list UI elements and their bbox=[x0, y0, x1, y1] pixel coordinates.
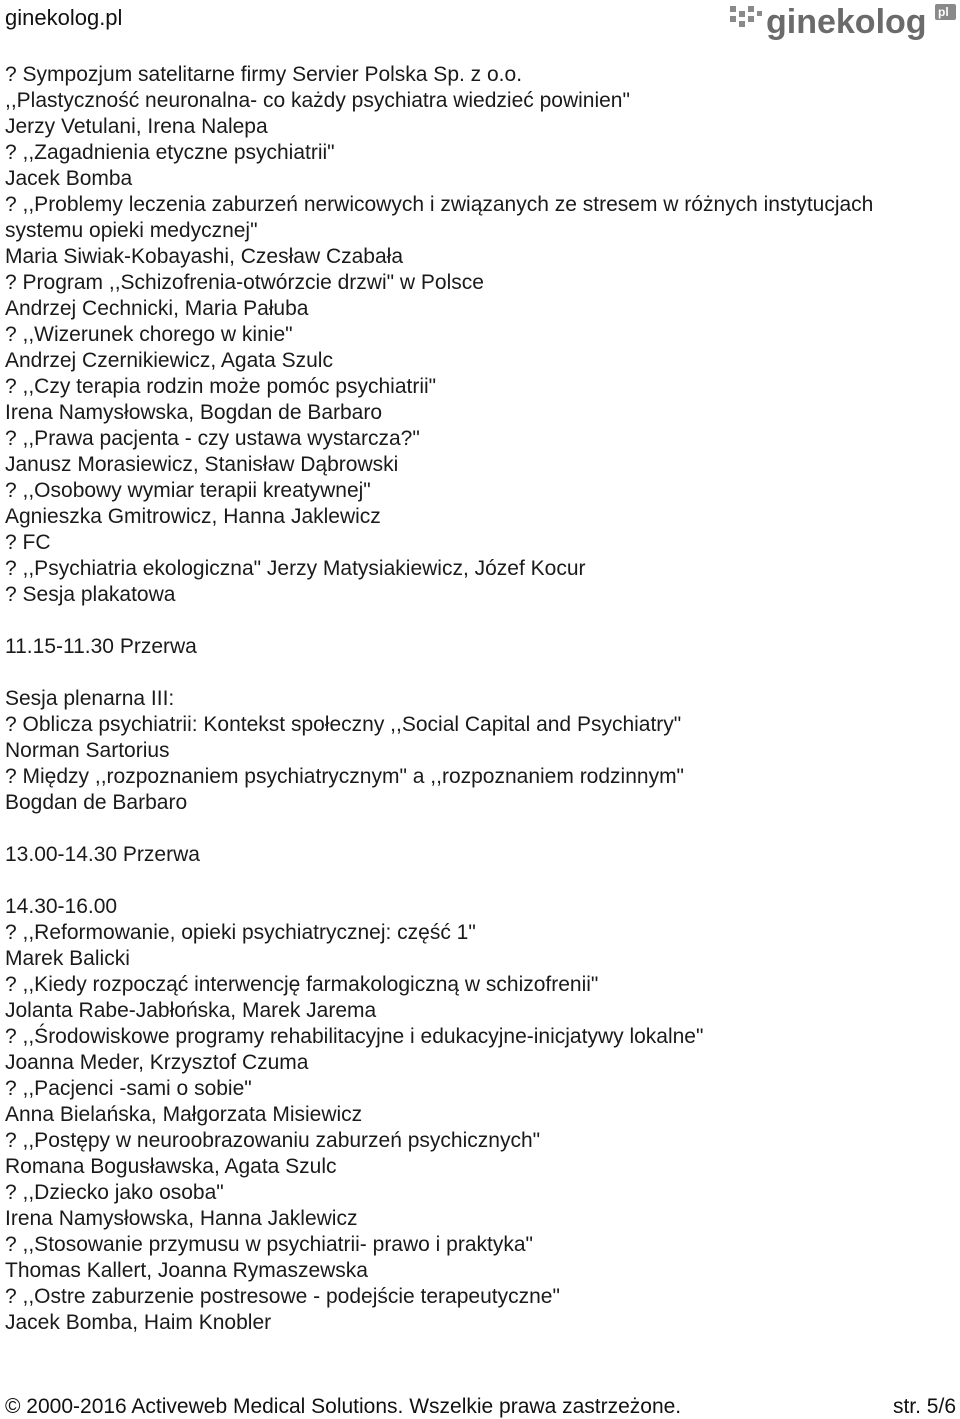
program-line: ? Sesja plakatowa bbox=[5, 583, 176, 606]
program-line: Romana Bogusławska, Agata Szulc bbox=[5, 1155, 337, 1178]
ginekolog-logo bbox=[728, 0, 958, 44]
program-line: Maria Siwiak-Kobayashi, Czesław Czabała bbox=[5, 245, 403, 268]
site-name: ginekolog.pl bbox=[5, 5, 123, 30]
blank-line bbox=[5, 868, 945, 894]
program-line: Irena Namysłowska, Bogdan de Barbaro bbox=[5, 401, 383, 424]
program-line: Thomas Kallert, Joanna Rymaszewska bbox=[5, 1259, 368, 1282]
logo-wordmark: ginekolog bbox=[766, 3, 927, 41]
program-line: Anna Bielańska, Małgorzata Misiewicz bbox=[5, 1103, 363, 1126]
program-line: Jacek Bomba bbox=[5, 167, 133, 190]
program-line: ? Program ,,Schizofrenia-otwórzcie drzwi" w Polsce bbox=[5, 271, 484, 294]
program-line: ? ,,Czy terapia rodzin może pomóc psychiatrii" bbox=[5, 375, 437, 398]
program-line: Jolanta Rabe-Jabłońska, Marek Jarema bbox=[5, 999, 377, 1022]
program-line: Joanna Meder, Krzysztof Czuma bbox=[5, 1051, 309, 1074]
logo-badge: pl bbox=[938, 5, 949, 19]
program-line: ? FC bbox=[5, 531, 51, 554]
blank-line bbox=[5, 660, 945, 686]
program-line: 11.15-11.30 Przerwa bbox=[5, 635, 197, 658]
program-line: Jerzy Vetulani, Irena Nalepa bbox=[5, 115, 268, 138]
program-line: ? ,,Środowiskowe programy rehabilitacyjne i edukacyjne-inicjatywy lokalne" bbox=[5, 1025, 704, 1048]
program-line: ? ,,Postępy w neuroobrazowaniu zaburzeń psychicznych" bbox=[5, 1129, 541, 1152]
program-line: ? ,,Ostre zaburzenie postresowe - podejście terapeutyczne" bbox=[5, 1285, 560, 1308]
program-line: ? Między ,,rozpoznaniem psychiatrycznym" a ,,rozpoznaniem rodzinnym" bbox=[5, 765, 685, 788]
program-line: ? ,,Zagadnienia etyczne psychiatrii" bbox=[5, 141, 335, 164]
blank-line bbox=[5, 816, 945, 842]
copyright-text: © 2000-2016 Activeweb Medical Solutions. Wszelkie prawa zastrzeżone. bbox=[5, 1395, 682, 1418]
program-line: ? Sympozjum satelitarne firmy Servier Polska Sp. z o.o. bbox=[5, 63, 523, 86]
program-line: Agnieszka Gmitrowicz, Hanna Jaklewicz bbox=[5, 505, 381, 528]
program-line: Janusz Morasiewicz, Stanisław Dąbrowski bbox=[5, 453, 399, 476]
program-line: 13.00-14.30 Przerwa bbox=[5, 843, 200, 866]
page-number: str. 5/6 bbox=[892, 1395, 956, 1418]
program-line: Bogdan de Barbaro bbox=[5, 791, 188, 814]
program-line: Jacek Bomba, Haim Knobler bbox=[5, 1311, 272, 1334]
logo-dots-icon bbox=[730, 6, 762, 27]
page-footer bbox=[5, 1395, 956, 1419]
program-line: ? ,,Wizerunek chorego w kinie" bbox=[5, 323, 293, 346]
program-line: ? ,,Reformowanie, opieki psychiatrycznej: część 1" bbox=[5, 921, 476, 944]
program-line: systemu opieki medycznej" bbox=[5, 219, 258, 242]
program-line: ? ,,Prawa pacjenta - czy ustawa wystarcza?" bbox=[5, 427, 420, 450]
program-line: ,,Plastyczność neuronalna- co każdy psychiatra wiedzieć powinien" bbox=[5, 89, 630, 112]
program-line: ? ,,Osobowy wymiar terapii kreatywnej" bbox=[5, 479, 371, 502]
program-line: ? ,,Pacjenci -sami o sobie" bbox=[5, 1077, 252, 1100]
program-line: Andrzej Cechnicki, Maria Pałuba bbox=[5, 297, 309, 320]
program-line: Sesja plenarna III: bbox=[5, 687, 175, 710]
program-line: ? ,,Dziecko jako osoba" bbox=[5, 1181, 224, 1204]
program-line: ? ,,Kiedy rozpocząć interwencję farmakologiczną w schizofrenii" bbox=[5, 973, 599, 996]
program-line: Marek Balicki bbox=[5, 947, 130, 970]
program-line: Irena Namysłowska, Hanna Jaklewicz bbox=[5, 1207, 358, 1230]
program-line: ? ,,Stosowanie przymusu w psychiatrii- prawo i praktyka" bbox=[5, 1233, 533, 1256]
program-content bbox=[5, 62, 945, 1336]
program-line: 14.30-16.00 bbox=[5, 895, 118, 918]
program-line: ? ,,Psychiatria ekologiczna" Jerzy Matysiakiewicz, Józef Kocur bbox=[5, 557, 586, 580]
program-line: Andrzej Czernikiewicz, Agata Szulc bbox=[5, 349, 333, 372]
program-line: Norman Sartorius bbox=[5, 739, 170, 762]
program-line: ? Oblicza psychiatrii: Kontekst społeczny ,,Social Capital and Psychiatry" bbox=[5, 713, 682, 736]
program-line: ? ,,Problemy leczenia zaburzeń nerwicowych i związanych ze stresem w różnych instytucjach bbox=[5, 193, 874, 216]
blank-line bbox=[5, 608, 945, 634]
